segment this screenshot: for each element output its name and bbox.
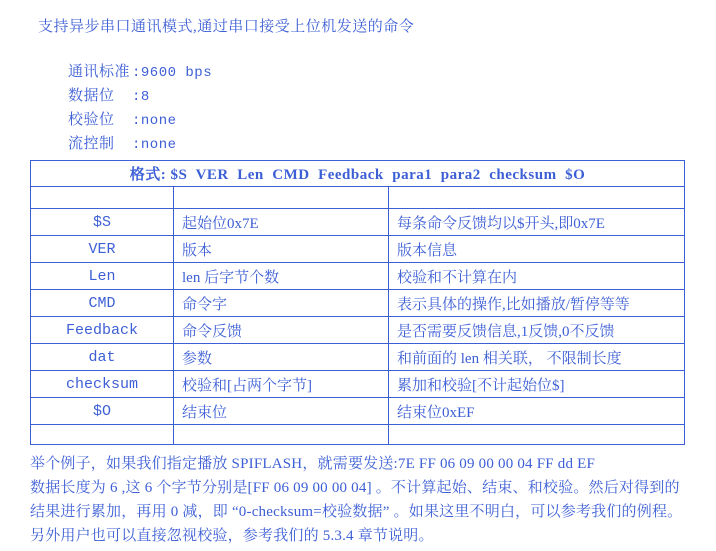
cell-meaning: 命令字 — [174, 290, 389, 317]
cell-description: 结束位0xEF — [389, 398, 685, 425]
table-row-length — [31, 263, 685, 290]
format-header-cell: 格式: $S VER Len CMD Feedback para1 para2 checksum $O — [31, 161, 685, 187]
example-line: 举个例子，如果我们指定播放 SPIFLASH，就需要发送:7E FF 06 09 00 00 04 FF dd EF — [30, 456, 595, 472]
table-row-blank — [31, 425, 685, 445]
table-row-start-bit — [31, 209, 685, 236]
cell-meaning — [174, 425, 389, 445]
table-row-data — [31, 344, 685, 371]
spec-value: :none — [132, 137, 177, 153]
example-line: 数据长度为 6 ,这 6 个字节分别是[FF 06 09 00 00 04] 。不计算起始、结束、和校验。然后对得到的 — [30, 480, 680, 496]
cell-field: checksum — [31, 371, 174, 398]
cell-meaning: 版本 — [174, 236, 389, 263]
cell-field: Len — [31, 263, 174, 290]
spec-line-baudrate — [68, 61, 716, 85]
spec-label: 数据位 — [68, 88, 115, 104]
table-row-command — [31, 290, 685, 317]
example-line: 结果进行累加，再用 0 减，即 “0-checksum=校验数据” 。如果这里不明白，可以参考我们的例程。 — [30, 504, 683, 520]
cell-description: 累加和校验[不计起始位$] — [389, 371, 685, 398]
cell-field — [31, 425, 174, 445]
cell-description: 表示具体的操作,比如播放/暂停等等 — [389, 290, 685, 317]
cell-field: $O — [31, 398, 174, 425]
cell-description — [389, 425, 685, 445]
spec-label: 通讯标准 — [68, 64, 131, 80]
spec-line-parity — [68, 109, 716, 133]
spec-value: :none — [132, 113, 177, 129]
cell-meaning: 结束位 — [174, 398, 389, 425]
cell-field: $S — [31, 209, 174, 236]
table-row-feedback — [31, 317, 685, 344]
cell-meaning: 命令反馈 — [174, 317, 389, 344]
cell-description — [389, 187, 685, 209]
cell-meaning: len 后字节个数 — [174, 263, 389, 290]
table-row-blank — [31, 187, 685, 209]
cell-meaning — [174, 187, 389, 209]
example-line: 另外用户也可以直接忽视校验，参考我们的 5.3.4 章节说明。 — [30, 528, 434, 544]
cell-field: VER — [31, 236, 174, 263]
cell-field: Feedback — [31, 317, 174, 344]
cell-description: 校验和不计算在内 — [389, 263, 685, 290]
cell-field: dat — [31, 344, 174, 371]
cell-field: CMD — [31, 290, 174, 317]
checksum-example-paragraph — [30, 452, 710, 548]
cell-description: 每条命令反馈均以$开头,即0x7E — [389, 209, 685, 236]
cell-meaning: 校验和[占两个字节] — [174, 371, 389, 398]
cell-description: 版本信息 — [389, 236, 685, 263]
cell-description: 是否需要反馈信息,1反馈,0不反馈 — [389, 317, 685, 344]
spec-value: :8 — [132, 89, 150, 105]
serial-spec-list — [68, 61, 716, 157]
intro-text: 支持异步串口通讯模式,通过串口接受上位机发送的命令 — [38, 19, 415, 35]
spec-value: :9600 bps — [132, 65, 213, 81]
table-row-version — [31, 236, 685, 263]
table-row-checksum — [31, 371, 685, 398]
cell-description: 和前面的 len 相关联， 不限制长度 — [389, 344, 685, 371]
spec-label: 校验位 — [68, 112, 115, 128]
spec-line-databits — [68, 85, 716, 109]
cell-meaning: 起始位0x7E — [174, 209, 389, 236]
spec-line-flowcontrol — [68, 133, 716, 157]
cell-meaning: 参数 — [174, 344, 389, 371]
cell-field — [31, 187, 174, 209]
protocol-format-table — [30, 160, 685, 445]
table-row-end-bit — [31, 398, 685, 425]
table-header-row — [31, 161, 685, 187]
spec-label: 流控制 — [68, 136, 115, 152]
